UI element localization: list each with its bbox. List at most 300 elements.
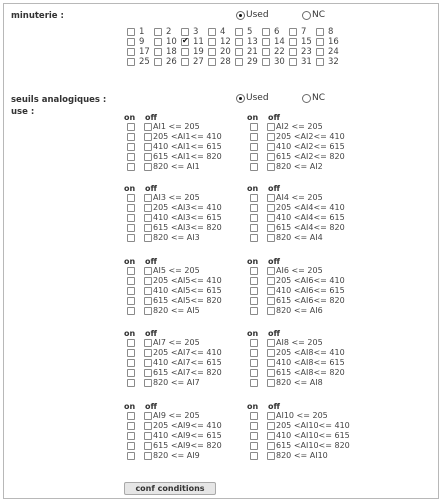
- off-checkbox[interactable]: [144, 204, 152, 212]
- on-header: on: [247, 329, 259, 338]
- threshold-row: [124, 421, 244, 430]
- minuterie-number: 32: [328, 57, 339, 67]
- threshold-block: [124, 329, 244, 389]
- minuterie-radio-nc[interactable]: [302, 10, 325, 20]
- off-header: off: [145, 257, 157, 266]
- threshold-row: [247, 132, 367, 141]
- threshold-condition: AI4 <= 205: [276, 193, 323, 202]
- minuterie-item[interactable]: [262, 27, 289, 37]
- minuterie-checkbox[interactable]: [262, 38, 270, 46]
- minuterie-item[interactable]: [316, 47, 343, 57]
- threshold-row: [124, 276, 244, 285]
- minuterie-number: 25: [139, 57, 150, 67]
- minuterie-item[interactable]: [289, 47, 316, 57]
- on-checkbox[interactable]: [127, 133, 135, 141]
- on-checkbox[interactable]: [127, 214, 135, 222]
- off-checkbox[interactable]: [267, 359, 275, 367]
- minuterie-number: 6: [274, 27, 280, 37]
- on-checkbox[interactable]: [127, 143, 135, 151]
- on-checkbox[interactable]: [250, 143, 258, 151]
- off-checkbox[interactable]: [267, 214, 275, 222]
- threshold-condition: 205 <AI2<= 410: [276, 132, 345, 141]
- minuterie-item[interactable]: [154, 47, 181, 57]
- minuterie-item[interactable]: [208, 47, 235, 57]
- on-off-header: [124, 329, 244, 338]
- minuterie-checkbox[interactable]: [289, 48, 297, 56]
- off-checkbox[interactable]: [144, 307, 152, 315]
- off-checkbox[interactable]: [267, 442, 275, 450]
- on-checkbox[interactable]: [127, 234, 135, 242]
- on-checkbox[interactable]: [250, 204, 258, 212]
- threshold-row: [247, 223, 367, 232]
- on-checkbox[interactable]: [127, 349, 135, 357]
- threshold-row: [124, 411, 244, 420]
- on-checkbox[interactable]: [127, 442, 135, 450]
- seuils-radio-nc[interactable]: [302, 93, 325, 103]
- threshold-condition: 205 <AI7<= 410: [153, 348, 222, 357]
- off-checkbox[interactable]: [267, 287, 275, 295]
- minuterie-number: 2: [166, 27, 172, 37]
- minuterie-item[interactable]: [235, 27, 262, 37]
- threshold-condition: 820 <= AI2: [276, 162, 323, 171]
- minuterie-number: 11: [193, 37, 204, 47]
- threshold-row: [247, 296, 367, 305]
- off-header: off: [268, 257, 280, 266]
- on-checkbox[interactable]: [250, 277, 258, 285]
- off-checkbox[interactable]: [144, 369, 152, 377]
- minuterie-checkbox[interactable]: [208, 48, 216, 56]
- minuterie-number: 29: [247, 57, 258, 67]
- minuterie-checkbox[interactable]: [235, 58, 243, 66]
- minuterie-number: 31: [301, 57, 312, 67]
- on-checkbox[interactable]: [127, 224, 135, 232]
- threshold-row: [247, 162, 367, 171]
- threshold-condition: 820 <= AI10: [276, 451, 328, 460]
- off-checkbox[interactable]: [144, 432, 152, 440]
- minuterie-item[interactable]: [181, 57, 208, 67]
- radio-used-label: Used: [246, 93, 269, 103]
- minuterie-checkbox[interactable]: [316, 28, 324, 36]
- off-header: off: [268, 402, 280, 411]
- minuterie-item[interactable]: [208, 37, 235, 47]
- on-checkbox[interactable]: [250, 123, 258, 131]
- threshold-row: [247, 421, 367, 430]
- minuterie-radio-used[interactable]: [236, 10, 269, 20]
- threshold-condition: 410 <AI2<= 615: [276, 142, 345, 151]
- on-checkbox[interactable]: [250, 163, 258, 171]
- on-off-header: [124, 113, 244, 122]
- off-checkbox[interactable]: [267, 422, 275, 430]
- on-checkbox[interactable]: [127, 379, 135, 387]
- off-checkbox[interactable]: [267, 277, 275, 285]
- threshold-condition: 615 <AI1<= 820: [153, 152, 222, 161]
- threshold-condition: 205 <AI9<= 410: [153, 421, 222, 430]
- minuterie-item[interactable]: [181, 47, 208, 57]
- threshold-row: [124, 368, 244, 377]
- threshold-condition: 205 <AI6<= 410: [276, 276, 345, 285]
- on-checkbox[interactable]: [250, 442, 258, 450]
- threshold-condition: 820 <= AI9: [153, 451, 200, 460]
- threshold-condition: AI1 <= 205: [153, 122, 200, 131]
- off-checkbox[interactable]: [267, 452, 275, 460]
- minuterie-number: 16: [328, 37, 339, 47]
- radio-nc-label: NC: [312, 93, 326, 103]
- threshold-condition: 410 <AI6<= 615: [276, 286, 345, 295]
- threshold-condition: 410 <AI3<= 615: [153, 213, 222, 222]
- radio-dot-nc[interactable]: [302, 11, 311, 20]
- minuterie-item[interactable]: [235, 37, 262, 47]
- off-checkbox[interactable]: [144, 234, 152, 242]
- on-checkbox[interactable]: [127, 287, 135, 295]
- off-checkbox[interactable]: [267, 307, 275, 315]
- off-checkbox[interactable]: [144, 442, 152, 450]
- threshold-row: [124, 203, 244, 212]
- threshold-condition: AI3 <= 205: [153, 193, 200, 202]
- threshold-row: [124, 451, 244, 460]
- minuterie-checkbox[interactable]: [127, 58, 135, 66]
- off-checkbox[interactable]: [267, 369, 275, 377]
- threshold-condition: 820 <= AI7: [153, 378, 200, 387]
- off-checkbox[interactable]: [267, 123, 275, 131]
- on-checkbox[interactable]: [250, 422, 258, 430]
- minuterie-number: 23: [301, 47, 312, 57]
- on-off-header: [124, 402, 244, 411]
- minuterie-checkbox[interactable]: [316, 58, 324, 66]
- threshold-condition: AI8 <= 205: [276, 338, 323, 347]
- threshold-condition: 410 <AI9<= 615: [153, 431, 222, 440]
- minuterie-checkbox[interactable]: [154, 48, 162, 56]
- minuterie-number: 17: [139, 47, 150, 57]
- minuterie-item[interactable]: [154, 57, 181, 67]
- minuterie-checkbox[interactable]: [127, 28, 135, 36]
- threshold-condition: 205 <AI5<= 410: [153, 276, 222, 285]
- on-off-header: [247, 257, 367, 266]
- off-checkbox[interactable]: [144, 379, 152, 387]
- minuterie-item[interactable]: [289, 27, 316, 37]
- minuterie-checkbox[interactable]: [262, 58, 270, 66]
- threshold-row: [247, 348, 367, 357]
- minuterie-label: minuterie :: [11, 11, 64, 21]
- on-checkbox[interactable]: [127, 277, 135, 285]
- minuterie-checkbox[interactable]: [262, 48, 270, 56]
- minuterie-item[interactable]: [127, 27, 154, 37]
- threshold-row: [247, 368, 367, 377]
- threshold-block: [124, 184, 244, 244]
- minuterie-item[interactable]: [289, 57, 316, 67]
- off-checkbox[interactable]: [267, 234, 275, 242]
- on-header: on: [124, 257, 136, 266]
- threshold-condition: AI10 <= 205: [276, 411, 328, 420]
- off-checkbox[interactable]: [267, 194, 275, 202]
- threshold-block: [124, 257, 244, 317]
- threshold-row: [124, 193, 244, 202]
- off-checkbox[interactable]: [267, 143, 275, 151]
- minuterie-checkbox[interactable]: [316, 48, 324, 56]
- on-checkbox[interactable]: [127, 432, 135, 440]
- on-checkbox[interactable]: [250, 339, 258, 347]
- on-checkbox[interactable]: [127, 339, 135, 347]
- threshold-row: [247, 338, 367, 347]
- threshold-row: [247, 142, 367, 151]
- off-checkbox[interactable]: [144, 422, 152, 430]
- threshold-condition: 410 <AI8<= 615: [276, 358, 345, 367]
- minuterie-number: 7: [301, 27, 307, 37]
- off-checkbox[interactable]: [267, 412, 275, 420]
- off-checkbox[interactable]: [144, 214, 152, 222]
- on-checkbox[interactable]: [127, 412, 135, 420]
- off-checkbox[interactable]: [144, 123, 152, 131]
- minuterie-checkbox[interactable]: [154, 38, 162, 46]
- off-header: off: [145, 329, 157, 338]
- minuterie-item[interactable]: [181, 37, 208, 47]
- threshold-condition: 615 <AI9<= 820: [153, 441, 222, 450]
- minuterie-checkbox[interactable]: [181, 58, 189, 66]
- on-checkbox[interactable]: [127, 452, 135, 460]
- threshold-condition: 820 <= AI4: [276, 233, 323, 242]
- off-checkbox[interactable]: [267, 153, 275, 161]
- minuterie-checkbox[interactable]: [181, 28, 189, 36]
- off-checkbox[interactable]: [267, 379, 275, 387]
- minuterie-item[interactable]: [262, 37, 289, 47]
- minuterie-item[interactable]: [208, 57, 235, 67]
- minuterie-item[interactable]: [316, 27, 343, 37]
- minuterie-grid: [127, 27, 343, 67]
- minuterie-checkbox[interactable]: [235, 38, 243, 46]
- minuterie-item[interactable]: [316, 57, 343, 67]
- off-checkbox[interactable]: [144, 143, 152, 151]
- on-off-header: [247, 113, 367, 122]
- on-header: on: [124, 113, 136, 122]
- on-checkbox[interactable]: [127, 153, 135, 161]
- threshold-row: [124, 213, 244, 222]
- threshold-condition: 410 <AI10<= 615: [276, 431, 350, 440]
- on-checkbox[interactable]: [127, 359, 135, 367]
- minuterie-checkbox[interactable]: [262, 28, 270, 36]
- threshold-row: [124, 378, 244, 387]
- on-checkbox[interactable]: [250, 359, 258, 367]
- on-checkbox[interactable]: [250, 349, 258, 357]
- threshold-row: [247, 122, 367, 131]
- minuterie-checkbox[interactable]: [289, 38, 297, 46]
- threshold-row: [124, 296, 244, 305]
- threshold-row: [124, 266, 244, 275]
- on-checkbox[interactable]: [127, 194, 135, 202]
- minuterie-item[interactable]: [208, 27, 235, 37]
- minuterie-checkbox[interactable]: [235, 48, 243, 56]
- threshold-row: [247, 441, 367, 450]
- radio-dot-nc[interactable]: [302, 94, 311, 103]
- on-checkbox[interactable]: [250, 234, 258, 242]
- off-checkbox[interactable]: [144, 412, 152, 420]
- off-checkbox[interactable]: [267, 349, 275, 357]
- threshold-condition: AI6 <= 205: [276, 266, 323, 275]
- threshold-row: [124, 358, 244, 367]
- off-checkbox[interactable]: [144, 339, 152, 347]
- minuterie-number: 1: [139, 27, 145, 37]
- on-checkbox[interactable]: [127, 123, 135, 131]
- on-checkbox[interactable]: [250, 452, 258, 460]
- off-checkbox[interactable]: [144, 194, 152, 202]
- minuterie-number: 18: [166, 47, 177, 57]
- on-header: on: [247, 184, 259, 193]
- seuils-radio-used[interactable]: [236, 93, 269, 103]
- on-off-header: [124, 257, 244, 266]
- threshold-condition: 410 <AI1<= 615: [153, 142, 222, 151]
- minuterie-item[interactable]: [235, 57, 262, 67]
- on-checkbox[interactable]: [250, 287, 258, 295]
- off-header: off: [268, 113, 280, 122]
- off-checkbox[interactable]: [267, 267, 275, 275]
- threshold-condition: 205 <AI3<= 410: [153, 203, 222, 212]
- off-checkbox[interactable]: [144, 163, 152, 171]
- radio-dot-used[interactable]: [236, 11, 245, 20]
- minuterie-item[interactable]: [154, 37, 181, 47]
- on-checkbox[interactable]: [127, 204, 135, 212]
- minuterie-item[interactable]: [316, 37, 343, 47]
- off-checkbox[interactable]: [144, 224, 152, 232]
- radio-used-label: Used: [246, 10, 269, 20]
- off-checkbox[interactable]: [267, 339, 275, 347]
- threshold-condition: 615 <AI4<= 820: [276, 223, 345, 232]
- threshold-condition: AI2 <= 205: [276, 122, 323, 131]
- threshold-condition: 820 <= AI5: [153, 306, 200, 315]
- on-checkbox[interactable]: [250, 214, 258, 222]
- on-checkbox[interactable]: [250, 307, 258, 315]
- on-checkbox[interactable]: [250, 267, 258, 275]
- threshold-row: [124, 286, 244, 295]
- minuterie-item[interactable]: [235, 47, 262, 57]
- on-header: on: [247, 402, 259, 411]
- minuterie-item[interactable]: [127, 37, 154, 47]
- threshold-block: [247, 113, 367, 173]
- off-checkbox[interactable]: [144, 133, 152, 141]
- off-checkbox[interactable]: [267, 204, 275, 212]
- off-checkbox[interactable]: [144, 277, 152, 285]
- threshold-row: [124, 348, 244, 357]
- threshold-row: [247, 203, 367, 212]
- threshold-row: [124, 142, 244, 151]
- minuterie-number: 14: [274, 37, 285, 47]
- threshold-row: [247, 378, 367, 387]
- on-checkbox[interactable]: [250, 224, 258, 232]
- on-checkbox[interactable]: [250, 133, 258, 141]
- threshold-condition: 205 <AI10<= 410: [276, 421, 350, 430]
- minuterie-item[interactable]: [154, 27, 181, 37]
- off-checkbox[interactable]: [267, 163, 275, 171]
- on-checkbox[interactable]: [127, 163, 135, 171]
- minuterie-number: 10: [166, 37, 177, 47]
- minuterie-checkbox[interactable]: [235, 28, 243, 36]
- on-header: on: [124, 184, 136, 193]
- minuterie-checkbox[interactable]: [208, 38, 216, 46]
- threshold-condition: AI9 <= 205: [153, 411, 200, 420]
- off-checkbox[interactable]: [144, 267, 152, 275]
- minuterie-checkbox[interactable]: [154, 28, 162, 36]
- threshold-condition: 205 <AI1<= 410: [153, 132, 222, 141]
- threshold-row: [247, 152, 367, 161]
- threshold-condition: 615 <AI5<= 820: [153, 296, 222, 305]
- minuterie-checkbox[interactable]: [208, 28, 216, 36]
- minuterie-checkbox[interactable]: [289, 58, 297, 66]
- minuterie-checkbox[interactable]: [208, 58, 216, 66]
- on-header: on: [124, 329, 136, 338]
- minuterie-checkbox[interactable]: [154, 58, 162, 66]
- conf-conditions-button[interactable]: conf conditions: [124, 482, 216, 495]
- off-checkbox[interactable]: [267, 432, 275, 440]
- off-checkbox[interactable]: [144, 297, 152, 305]
- threshold-row: [247, 358, 367, 367]
- minuterie-number: 20: [220, 47, 231, 57]
- on-checkbox[interactable]: [127, 307, 135, 315]
- off-checkbox[interactable]: [144, 287, 152, 295]
- minuterie-number: 19: [193, 47, 204, 57]
- minuterie-number: 28: [220, 57, 231, 67]
- on-checkbox[interactable]: [127, 369, 135, 377]
- threshold-row: [247, 193, 367, 202]
- minuterie-checkbox[interactable]: [316, 38, 324, 46]
- off-checkbox[interactable]: [144, 153, 152, 161]
- off-checkbox[interactable]: [267, 224, 275, 232]
- minuterie-item[interactable]: [127, 47, 154, 57]
- on-header: on: [247, 113, 259, 122]
- minuterie-checkbox[interactable]: [181, 38, 189, 46]
- threshold-condition: 410 <AI7<= 615: [153, 358, 222, 367]
- on-checkbox[interactable]: [127, 422, 135, 430]
- off-checkbox[interactable]: [267, 133, 275, 141]
- minuterie-number: 12: [220, 37, 231, 47]
- on-checkbox[interactable]: [250, 297, 258, 305]
- off-checkbox[interactable]: [144, 359, 152, 367]
- threshold-row: [124, 132, 244, 141]
- off-checkbox[interactable]: [267, 297, 275, 305]
- on-checkbox[interactable]: [250, 369, 258, 377]
- threshold-condition: 410 <AI4<= 615: [276, 213, 345, 222]
- radio-dot-used[interactable]: [236, 94, 245, 103]
- off-header: off: [145, 402, 157, 411]
- minuterie-number: 21: [247, 47, 258, 57]
- threshold-row: [247, 213, 367, 222]
- threshold-condition: 615 <AI6<= 820: [276, 296, 345, 305]
- threshold-block: [247, 257, 367, 317]
- on-checkbox[interactable]: [250, 194, 258, 202]
- on-off-header: [124, 184, 244, 193]
- minuterie-checkbox[interactable]: [181, 48, 189, 56]
- on-checkbox[interactable]: [250, 412, 258, 420]
- minuterie-number: 24: [328, 47, 339, 57]
- on-checkbox[interactable]: [250, 432, 258, 440]
- minuterie-checkbox[interactable]: [127, 48, 135, 56]
- threshold-row: [124, 306, 244, 315]
- on-checkbox[interactable]: [127, 267, 135, 275]
- threshold-block: [247, 329, 367, 389]
- minuterie-checkbox[interactable]: [127, 38, 135, 46]
- minuterie-item[interactable]: [262, 57, 289, 67]
- minuterie-number: 26: [166, 57, 177, 67]
- on-checkbox[interactable]: [250, 153, 258, 161]
- on-checkbox[interactable]: [127, 297, 135, 305]
- minuterie-item[interactable]: [262, 47, 289, 57]
- threshold-row: [124, 233, 244, 242]
- off-checkbox[interactable]: [144, 452, 152, 460]
- on-checkbox[interactable]: [250, 379, 258, 387]
- minuterie-item[interactable]: [127, 57, 154, 67]
- off-checkbox[interactable]: [144, 349, 152, 357]
- minuterie-item[interactable]: [289, 37, 316, 47]
- threshold-row: [124, 162, 244, 171]
- off-header: off: [268, 184, 280, 193]
- minuterie-checkbox[interactable]: [289, 28, 297, 36]
- radio-nc-label: NC: [312, 10, 326, 20]
